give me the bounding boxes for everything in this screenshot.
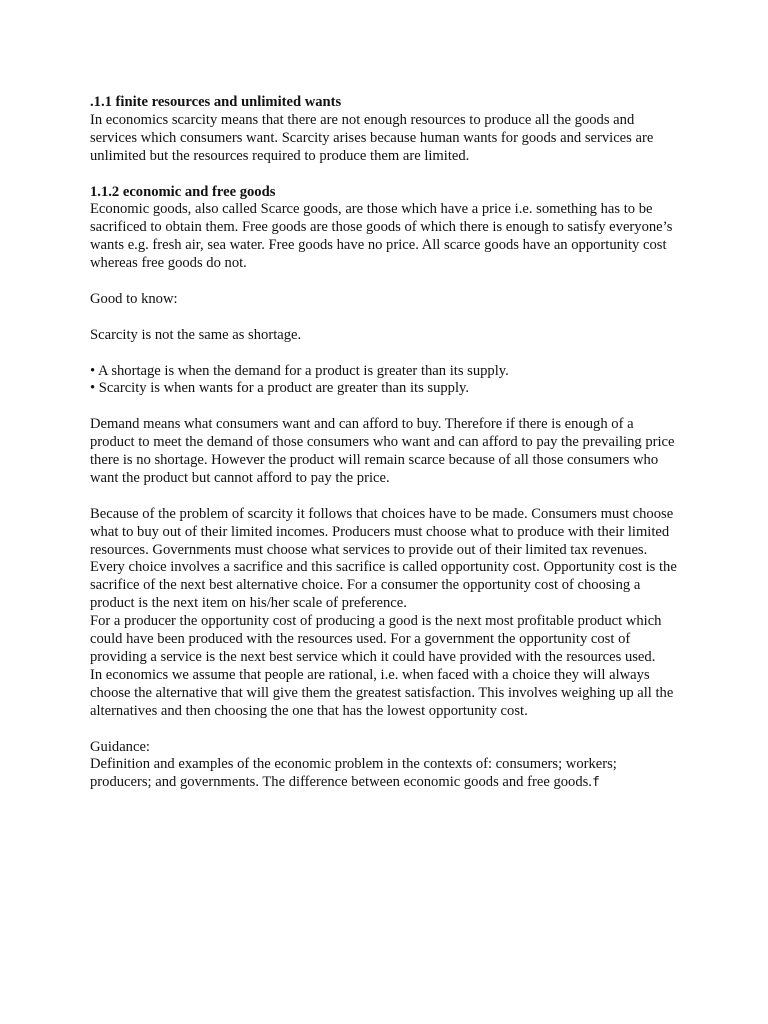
bullet-list	[90, 363, 680, 399]
demand-paragraph: Demand means what consumers want and can afford to buy. Therefore if there is enough of a product to meet the demand of those consumers who want and can afford to pay the prevailing price there is no shortage. However the product will remain scarce because of all those consumers who want the product but cannot afford to pay the price.	[90, 416, 675, 486]
opportunity-cost-paragraph: Every choice involves a sacrifice and this sacrifice is called opportunity cost. Opportunity cost is the sacrifice of the next best alternative choice. For a consumer the opportunity cost of choosing a product is the next item on his/her scale of preference.	[90, 559, 677, 612]
section-2-body: Economic goods, also called Scarce goods, are those which have a price i.e. something has to be sacrificed to obtain them. Free goods are those goods of which there is enough to satisfy everyone’s wants e.g. fresh air, sea water. Free goods have no price. All scarce goods have an opportunity cost whereas free goods do not.	[90, 201, 673, 272]
guidance-trailing-char: f	[591, 775, 600, 791]
section-2	[90, 184, 680, 274]
spacer	[90, 721, 680, 739]
section-2-heading: 1.1.2 economic and free goods	[90, 183, 276, 200]
spacer	[90, 309, 680, 327]
spacer	[90, 345, 680, 363]
section-1-body: In economics scarcity means that there are not enough resources to produce all the goods and services which consumers want. Scarcity arises because human wants for goods and services are unlimited but the resources required to produce them are limited.	[90, 111, 654, 164]
bullet-item-shortage: • A shortage is when the demand for a product is greater than its supply.	[90, 362, 509, 379]
document-page	[90, 94, 680, 792]
bullet-item-scarcity: • Scarcity is when wants for a product are greater than its supply.	[90, 380, 470, 397]
spacer	[90, 273, 680, 291]
spacer	[90, 398, 680, 416]
spacer	[90, 166, 680, 184]
choice-paragraph: Because of the problem of scarcity it follows that choices have to be made. Consumers must choose what to buy out of their limited incomes. Producers must choose what to produce with their limited resources. Governments must choose what services to provide out of their limited tax revenues.	[90, 505, 674, 558]
guidance-body: Definition and examples of the economic problem in the contexts of: consumers; workers; producers; and governments. The difference between economic goods and free goods.	[90, 756, 617, 791]
rationality-paragraph: In economics we assume that people are rational, i.e. when faced with a choice they will always choose the alternative that will give them the greatest satisfaction. This involves weighing up all the alternatives and then choosing the one that has the lowest opportunity cost.	[90, 666, 674, 719]
section-1-heading: .1.1 finite resources and unlimited wants	[90, 94, 342, 110]
guidance-section	[90, 739, 680, 793]
good-to-know-label: Good to know:	[90, 290, 178, 307]
producer-paragraph: For a producer the opportunity cost of producing a good is the next most profitable product which could have been produced with the resources used. For a government the opportunity cost of providing a service is the next best service which it could have provided with the resources used.	[90, 613, 662, 665]
section-1	[90, 94, 680, 166]
spacer	[90, 488, 680, 506]
good-to-know-intro: Scarcity is not the same as shortage.	[90, 326, 302, 343]
guidance-label: Guidance:	[90, 738, 150, 755]
